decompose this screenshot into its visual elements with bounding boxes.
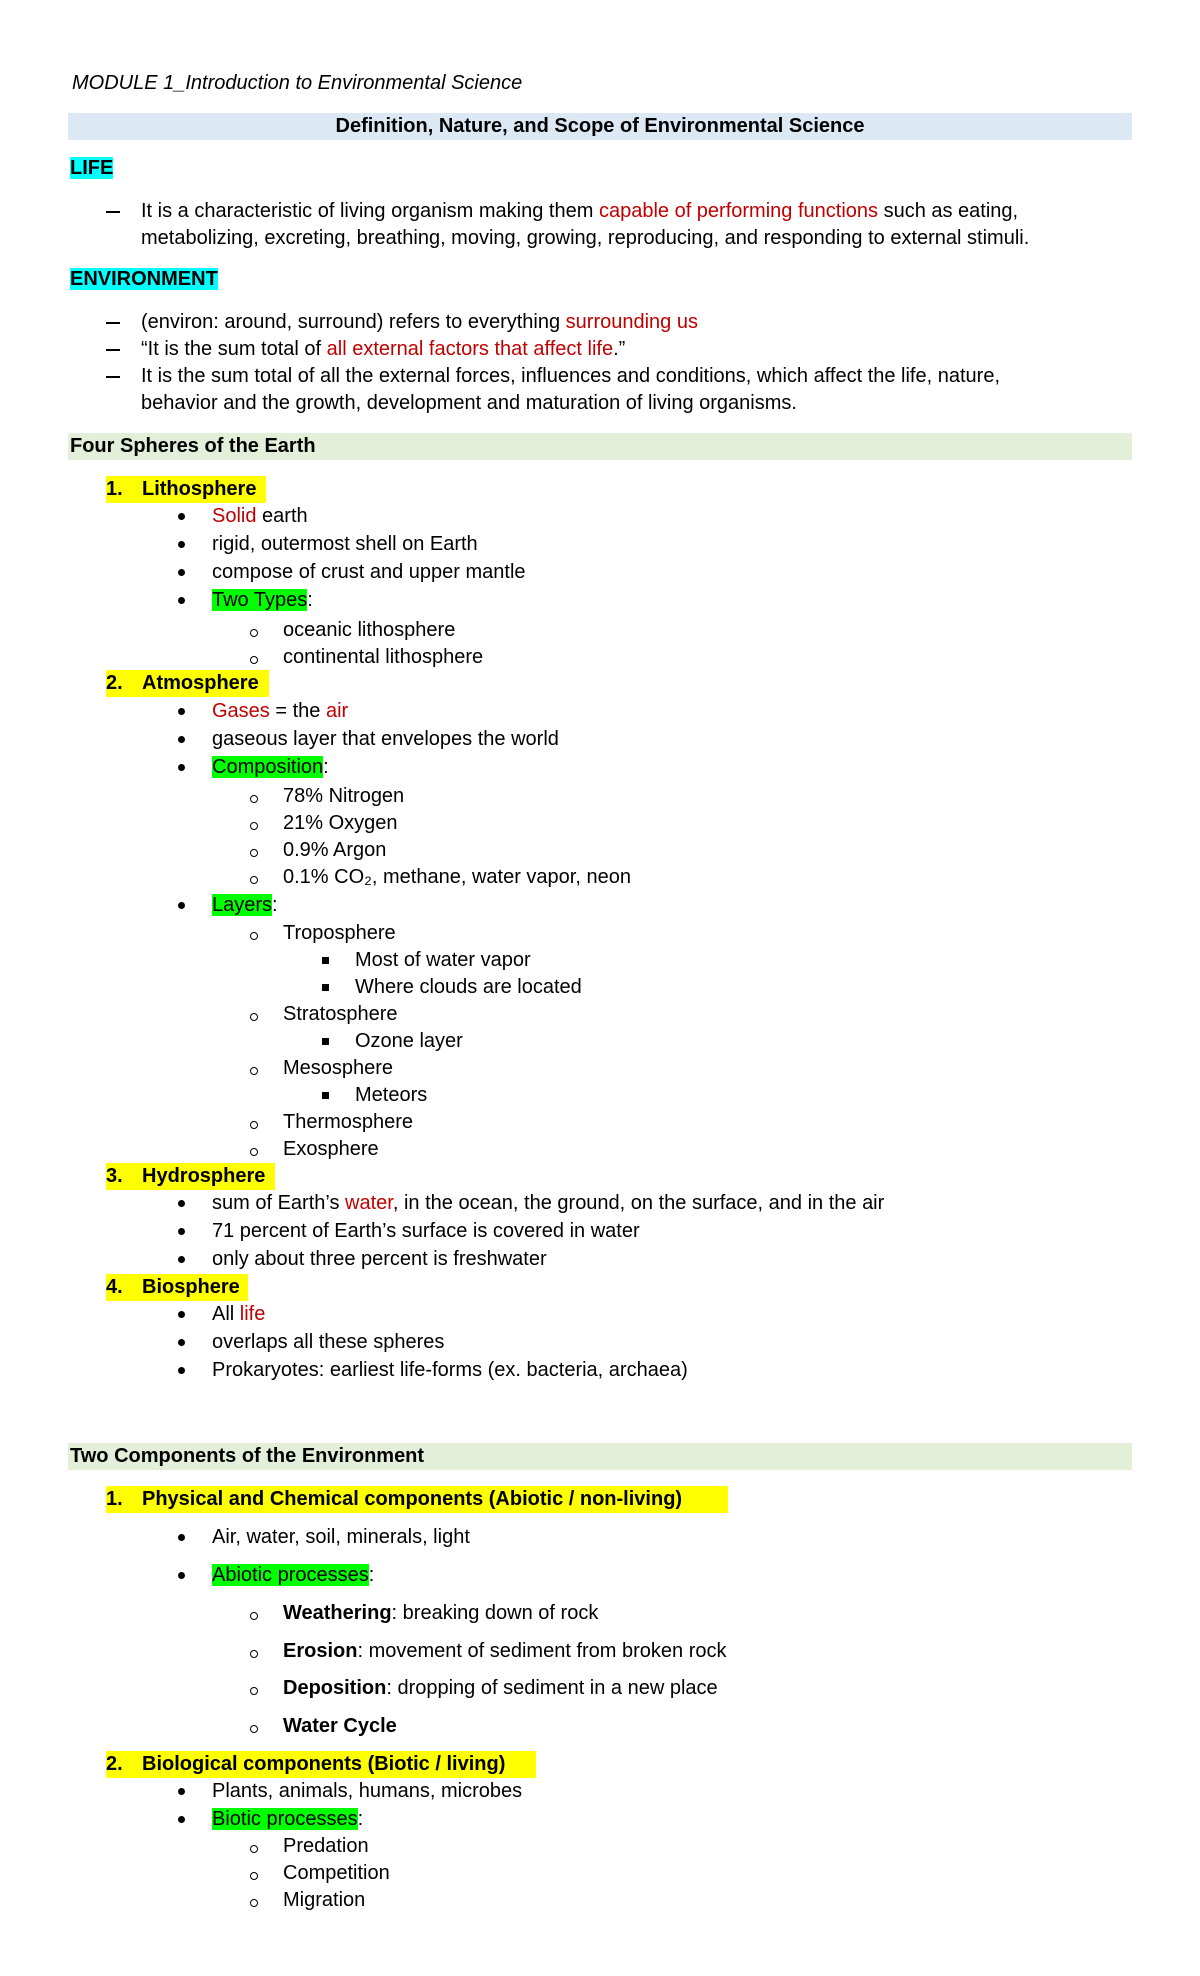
bullet-icon — [178, 1367, 185, 1374]
hydrosphere-heading — [106, 1163, 275, 1190]
lithosphere-bullet-1 — [212, 503, 308, 530]
lithosphere-sub-1: oceanic lithosphere — [283, 619, 456, 641]
abiotic-process-4 — [283, 1713, 397, 1740]
biosphere-bullet-1 — [212, 1301, 265, 1328]
troposphere-detail-2: Where clouds are located — [355, 976, 582, 998]
dash-marker — [106, 376, 120, 378]
environment-bullet-2-b: .” — [613, 338, 626, 360]
bullet-icon — [178, 1200, 185, 1207]
environment-bullet-3-line-2: behavior and the growth, development and maturation of living organisms. — [141, 392, 797, 414]
abiotic-process-2-definition: : movement of sediment from broken rock — [357, 1640, 727, 1662]
abiotic-process-2 — [283, 1638, 727, 1665]
environment-bullet-2-a: “It is the sum total of — [141, 338, 327, 360]
two-components-heading: Two Components of the Environment — [70, 1445, 425, 1467]
atmosphere-composition-1: 78% Nitrogen — [283, 785, 405, 807]
biosphere-heading — [106, 1274, 248, 1301]
biosphere-bullet-2: overlaps all these spheres — [212, 1331, 445, 1353]
abiotic-process-1-definition: : breaking down of rock — [391, 1602, 599, 1624]
layer-mesosphere: Mesosphere — [283, 1057, 394, 1079]
biosphere-bullet-1-red: life — [239, 1303, 266, 1325]
bullet-icon — [178, 1311, 185, 1318]
atmosphere-bullet-1-red-2: air — [325, 700, 349, 722]
square-bullet-icon — [322, 984, 329, 991]
hydrosphere-bullet-1-b: , in the ocean, the ground, on the surface, and in the air — [392, 1192, 885, 1214]
biotic-process-1: Predation — [283, 1835, 369, 1857]
biotic-process-3: Migration — [283, 1889, 366, 1911]
lithosphere-bullet-3: compose of crust and upper mantle — [212, 561, 526, 583]
lithosphere-bullet-2: rigid, outermost shell on Earth — [212, 533, 478, 555]
environment-heading-text: ENVIRONMENT — [70, 268, 218, 290]
bullet-icon — [178, 708, 185, 715]
biotic-heading — [106, 1751, 536, 1778]
life-heading — [70, 155, 113, 182]
life-line-1-red: capable of performing functions — [598, 200, 879, 222]
environment-heading — [70, 266, 218, 293]
square-bullet-icon — [322, 1038, 329, 1045]
abiotic-process-3-term: Deposition — [283, 1677, 387, 1699]
sub-bullet-icon — [250, 656, 258, 664]
stratosphere-detail-1: Ozone layer — [355, 1030, 463, 1052]
biosphere-bullet-3: Prokaryotes: earliest life-forms (ex. bacteria, archaea) — [212, 1359, 688, 1381]
sub-bullet-icon — [250, 1612, 258, 1620]
layer-thermosphere: Thermosphere — [283, 1111, 414, 1133]
lithosphere-title: Lithosphere — [142, 478, 257, 500]
abiotic-title: Physical and Chemical components (Abiotic / non-living) — [142, 1488, 683, 1510]
module-title-text: MODULE 1_Introduction to Environmental Science — [72, 72, 523, 94]
abiotic-number: 1. — [106, 1488, 123, 1510]
title-band-text: Definition, Nature, and Scope of Environmental Science — [335, 115, 865, 137]
troposphere-detail-1: Most of water vapor — [355, 949, 531, 971]
bullet-icon — [178, 736, 185, 743]
biotic-bullet-2-highlight: Biotic processes — [212, 1808, 358, 1830]
hydrosphere-title: Hydrosphere — [142, 1165, 266, 1187]
abiotic-process-3 — [283, 1675, 718, 1702]
life-line-1-a: It is a characteristic of living organism making them — [141, 200, 599, 222]
bullet-icon — [178, 1228, 185, 1235]
environment-bullet-3-line-1: It is the sum total of all the external forces, influences and conditions, which affect the life, nature, — [141, 365, 1000, 387]
atmosphere-bullet-3 — [212, 754, 329, 781]
environment-bullet-2-red: all external factors that affect life — [326, 338, 614, 360]
biotic-title: Biological components (Biotic / living) — [142, 1753, 506, 1775]
hydrosphere-number: 3. — [106, 1165, 123, 1187]
layer-exosphere: Exosphere — [283, 1138, 379, 1160]
atmosphere-composition-4: 0.1% CO₂, methane, water vapor, neon — [283, 866, 631, 888]
environment-bullet-2 — [141, 336, 625, 363]
hydrosphere-bullet-2: 71 percent of Earth’s surface is covered in water — [212, 1220, 640, 1242]
life-line-1 — [141, 198, 1018, 225]
atmosphere-heading — [106, 670, 269, 697]
lithosphere-number: 1. — [106, 478, 123, 500]
bullet-icon — [178, 513, 185, 520]
atmosphere-bullet-3-highlight: Composition — [212, 756, 324, 778]
bullet-icon — [178, 597, 185, 604]
atmosphere-bullet-4 — [212, 892, 278, 919]
life-line-1-b: such as eating, — [878, 200, 1019, 222]
atmosphere-composition-3: 0.9% Argon — [283, 839, 387, 861]
square-bullet-icon — [322, 957, 329, 964]
bullet-icon — [178, 1256, 185, 1263]
bullet-icon — [178, 1572, 185, 1579]
mesosphere-detail-1: Meteors — [355, 1084, 428, 1106]
bullet-icon — [178, 1816, 185, 1823]
environment-bullet-1-a: (environ: around, surround) refers to everything — [141, 311, 566, 333]
biosphere-bullet-1-a: All — [212, 1303, 240, 1325]
biotic-bullet-2-rest: : — [357, 1808, 364, 1830]
abiotic-process-3-definition: : dropping of sediment in a new place — [386, 1677, 718, 1699]
abiotic-bullet-2-highlight: Abiotic processes — [212, 1564, 369, 1586]
dash-marker — [106, 349, 120, 351]
sub-bullet-icon — [250, 1121, 258, 1129]
sub-bullet-icon — [250, 1725, 258, 1733]
lithosphere-bullet-4 — [212, 587, 313, 614]
atmosphere-title: Atmosphere — [142, 672, 259, 694]
hydrosphere-bullet-1-red: water — [345, 1192, 393, 1214]
sub-bullet-icon — [250, 1845, 258, 1853]
four-spheres-heading: Four Spheres of the Earth — [70, 435, 316, 457]
abiotic-bullet-1: Air, water, soil, minerals, light — [212, 1526, 470, 1548]
bullet-icon — [178, 569, 185, 576]
sub-bullet-icon — [250, 822, 258, 830]
sub-bullet-icon — [250, 1013, 258, 1021]
square-bullet-icon — [322, 1092, 329, 1099]
abiotic-process-4-term: Water Cycle — [283, 1715, 397, 1737]
sub-bullet-icon — [250, 629, 258, 637]
life-heading-text: LIFE — [70, 157, 114, 179]
biosphere-title: Biosphere — [142, 1276, 240, 1298]
atmosphere-bullet-1-red: Gases — [212, 700, 270, 722]
bullet-icon — [178, 1339, 185, 1346]
dash-marker — [106, 322, 120, 324]
sub-bullet-icon — [250, 1067, 258, 1075]
abiotic-bullet-2-rest: : — [368, 1564, 375, 1586]
lithosphere-bullet-1-red: Solid — [212, 505, 257, 527]
abiotic-process-2-term: Erosion — [283, 1640, 358, 1662]
layer-troposphere: Troposphere — [283, 922, 396, 944]
bullet-icon — [178, 1534, 185, 1541]
atmosphere-bullet-1 — [212, 698, 348, 725]
sub-bullet-icon — [250, 1148, 258, 1156]
environment-bullet-1 — [141, 309, 698, 336]
hydrosphere-bullet-1-a: sum of Earth’s — [212, 1192, 346, 1214]
dash-marker — [106, 211, 120, 213]
sub-bullet-icon — [250, 849, 258, 857]
sub-bullet-icon — [250, 1650, 258, 1658]
lithosphere-bullet-4-rest: : — [307, 589, 313, 611]
abiotic-bullet-2 — [212, 1562, 374, 1589]
lithosphere-bullet-1-rest: earth — [256, 505, 308, 527]
bullet-icon — [178, 541, 185, 548]
life-line-2: metabolizing, excreting, breathing, moving, growing, reproducing, and responding to external stimuli. — [141, 227, 1030, 249]
module-title — [72, 70, 522, 97]
lithosphere-sub-2: continental lithosphere — [283, 646, 484, 668]
biotic-process-2: Competition — [283, 1862, 390, 1884]
lithosphere-bullet-4-highlight: Two Types — [212, 589, 308, 611]
biotic-number: 2. — [106, 1753, 123, 1775]
lithosphere-heading — [106, 476, 266, 503]
hydrosphere-bullet-1 — [212, 1190, 884, 1217]
abiotic-process-1 — [283, 1600, 598, 1627]
sub-bullet-icon — [250, 876, 258, 884]
atmosphere-number: 2. — [106, 672, 123, 694]
sub-bullet-icon — [250, 932, 258, 940]
abiotic-process-1-term: Weathering — [283, 1602, 392, 1624]
atmosphere-bullet-4-highlight: Layers — [212, 894, 273, 916]
atmosphere-bullet-1-mid: = the — [269, 700, 326, 722]
bullet-icon — [178, 764, 185, 771]
environment-bullet-1-red: surrounding us — [565, 311, 698, 333]
sub-bullet-icon — [250, 795, 258, 803]
atmosphere-bullet-4-rest: : — [272, 894, 278, 916]
biosphere-number: 4. — [106, 1276, 123, 1298]
bullet-icon — [178, 1788, 185, 1795]
sub-bullet-icon — [250, 1872, 258, 1880]
biotic-bullet-1: Plants, animals, humans, microbes — [212, 1780, 523, 1802]
atmosphere-bullet-3-rest: : — [323, 756, 329, 778]
atmosphere-composition-2: 21% Oxygen — [283, 812, 398, 834]
layer-stratosphere: Stratosphere — [283, 1003, 398, 1025]
sub-bullet-icon — [250, 1687, 258, 1695]
bullet-icon — [178, 902, 185, 909]
atmosphere-bullet-2: gaseous layer that envelopes the world — [212, 728, 559, 750]
sub-bullet-icon — [250, 1899, 258, 1907]
abiotic-heading — [106, 1486, 728, 1513]
hydrosphere-bullet-3: only about three percent is freshwater — [212, 1248, 547, 1270]
biotic-bullet-2 — [212, 1806, 363, 1833]
